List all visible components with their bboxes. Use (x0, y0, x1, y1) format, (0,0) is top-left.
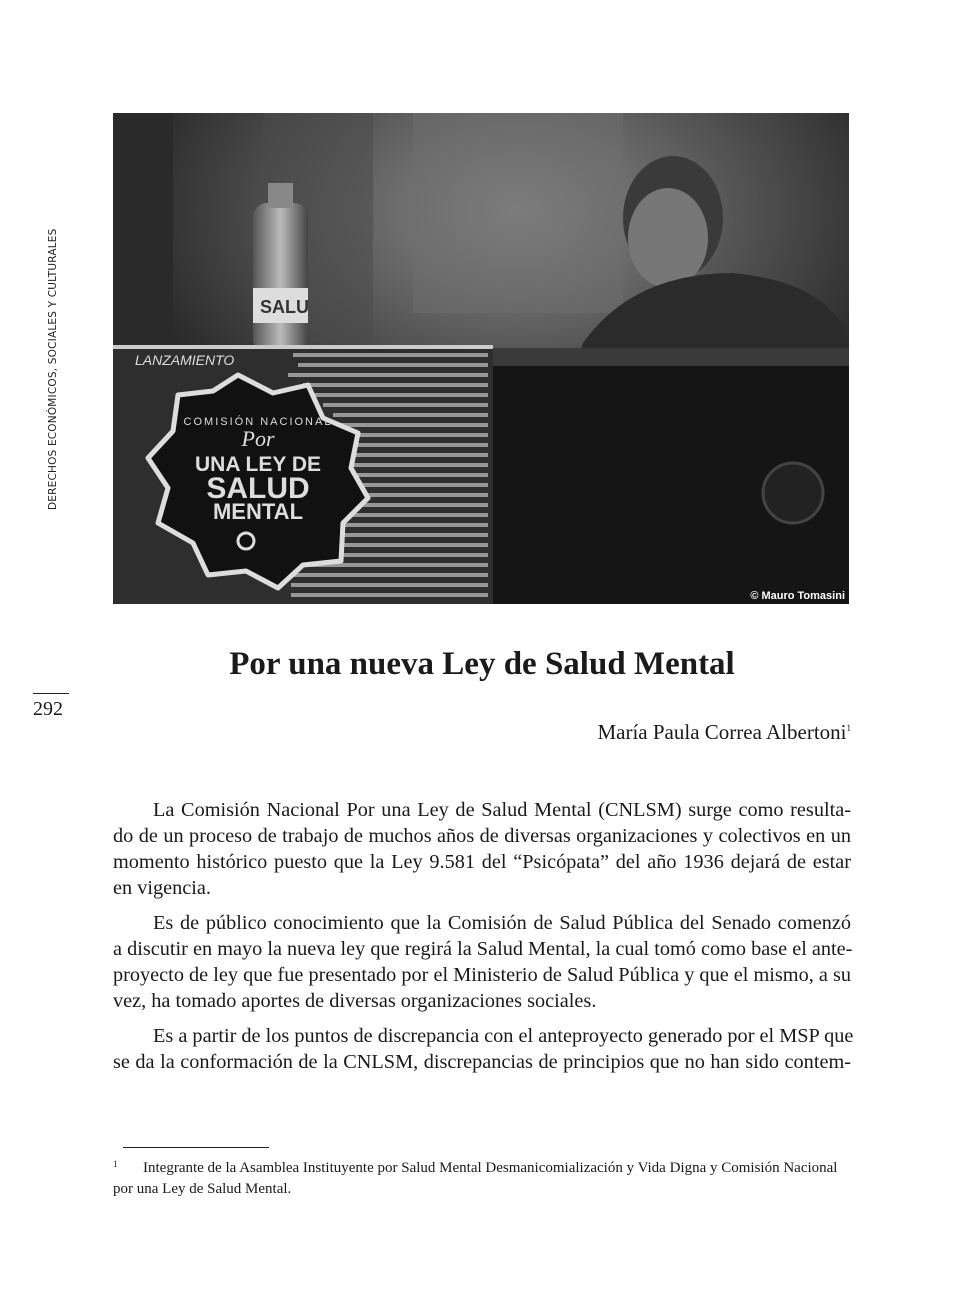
badge-por: Por (241, 426, 275, 451)
text-line: La Comisión Nacional Por una Ley de Salud Mental (CNLSM) surge como resulta- (153, 799, 851, 821)
poster-header: LANZAMIENTO (135, 352, 235, 368)
text-line: se da la conformación de la CNLSM, discrepancias de principios que no han sido contem- (113, 1051, 851, 1073)
footnote-mark: 1 (113, 1159, 118, 1169)
paragraph (113, 797, 851, 901)
running-header: DERECHOS ECONÓMICOS, SOCIALES Y CULTURALES (47, 228, 59, 510)
badge-line3: MENTAL (212, 499, 304, 524)
page-number-rule (33, 693, 69, 694)
article-photo (113, 113, 849, 604)
text-line: Es a partir de los puntos de discrepancia con el anteproyecto generado por el MSP que (153, 1025, 854, 1047)
article-title: Por una nueva Ley de Salud Mental (229, 646, 735, 682)
photo-illustration (113, 113, 849, 604)
text-line: a discutir en mayo la nueva ley que regirá la Salud Mental, la cual tomó como base el ante- (113, 938, 853, 960)
author-byline (597, 720, 851, 745)
article-body (113, 797, 854, 1084)
paragraph (113, 1023, 854, 1075)
text-line: vez, ha tomado aportes de diversas organizaciones sociales. (113, 990, 597, 1012)
badge-line2: SALUD (206, 472, 310, 505)
author-name: María Paula Correa Albertoni (597, 720, 847, 744)
page-number: 292 (33, 698, 63, 720)
text-line: momento histórico puesto que la Ley 9.581 del “Psicópata” del año 1936 dejará de estar (113, 851, 851, 873)
paragraph (113, 910, 851, 1014)
photo-credit: © Mauro Tomasini (750, 590, 845, 602)
text-line: do de un proceso de trabajo de muchos años de diversas organizaciones y colectivos en un (113, 825, 851, 847)
text-line: Es de público conocimiento que la Comisión de Salud Pública del Senado comenzó (153, 912, 851, 934)
badge-line1: UNA LEY DE (194, 453, 322, 476)
footnote (113, 1154, 851, 1200)
footnote-rule (123, 1147, 269, 1148)
footnote-text: Integrante de la Asamblea Instituyente por Salud Mental Desmanicomialización y Vida Digna y Comisión Nacional por una Ley de Salud Mental. (113, 1160, 838, 1197)
badge-arc-text: COMISIÓN NACIONAL (183, 416, 333, 428)
text-line: en vigencia. (113, 877, 211, 899)
footnote-ref: 1 (846, 723, 851, 733)
text-line: proyecto de ley que fue presentado por el Ministerio de Salud Pública y que el mismo, a su (113, 964, 851, 986)
bottle-label: SALU (260, 297, 309, 317)
